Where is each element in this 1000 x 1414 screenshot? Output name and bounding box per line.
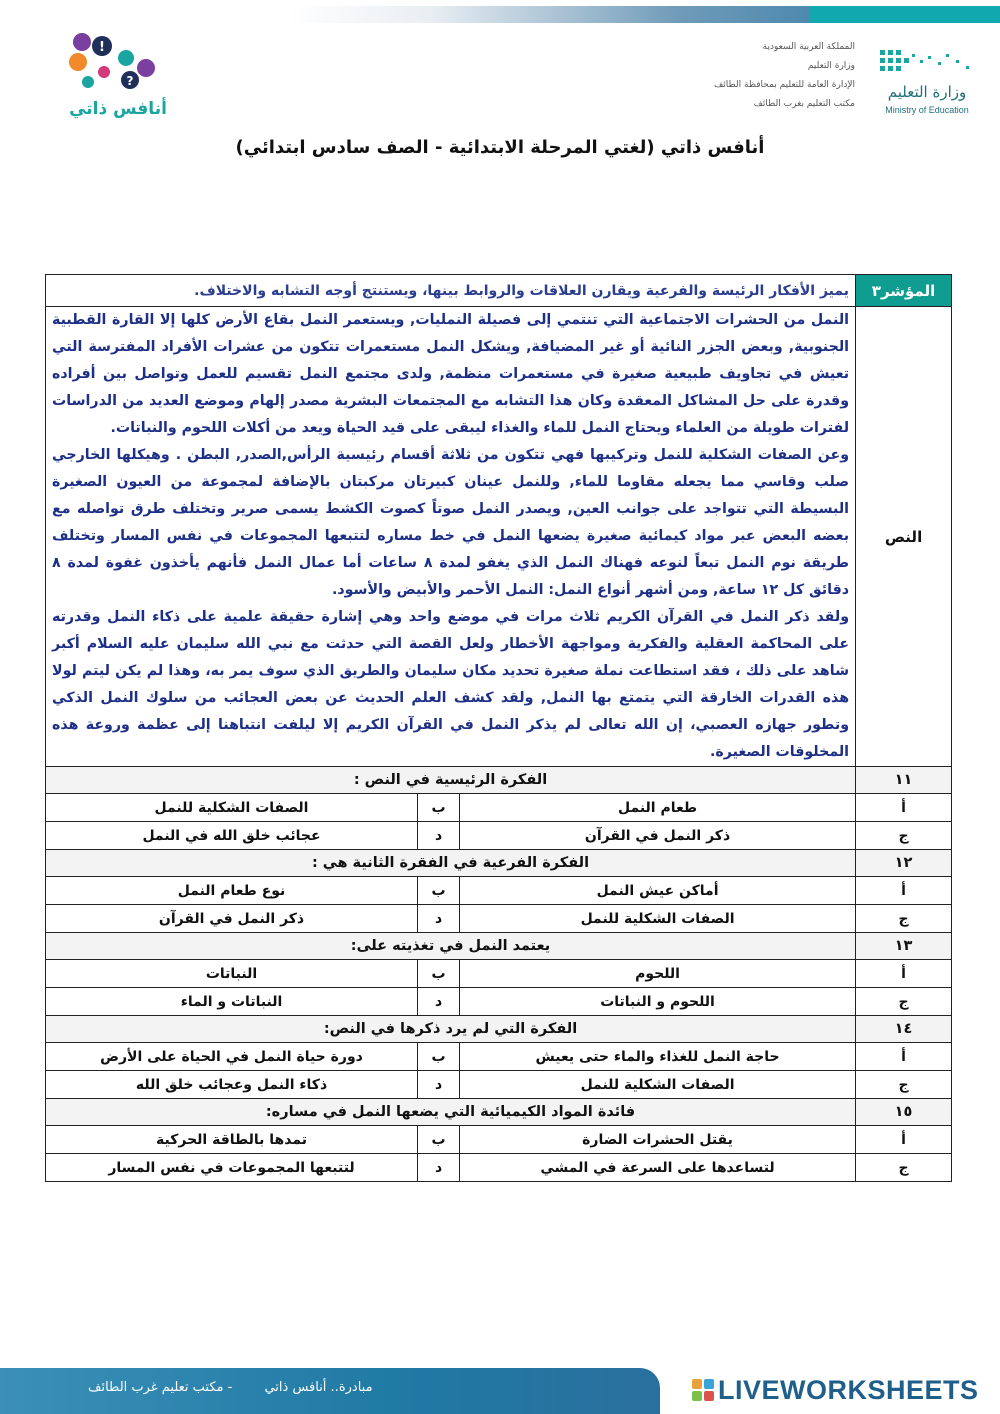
- ministry-line: المملكة العربية السعودية: [762, 42, 855, 52]
- anafes-logo: [60, 28, 170, 120]
- indicator-row: [46, 275, 952, 307]
- question-number: ١٤: [856, 1016, 952, 1043]
- option-row: [46, 877, 952, 905]
- ministry-logo-arabic: وزارة التعليم: [887, 83, 967, 101]
- option-key: أ: [856, 1043, 952, 1071]
- page-title: أنافس ذاتي (لغتي المرحلة الابتدائية - الصف سادس ابتدائي): [235, 137, 765, 158]
- question-row: [46, 933, 952, 960]
- ministry-logo: [872, 42, 982, 122]
- answer-option[interactable]: ذكاء النمل وعجائب خلق الله: [46, 1071, 418, 1099]
- answer-option[interactable]: نوع طعام النمل: [46, 877, 418, 905]
- indicator-text: يميز الأفكار الرئيسة والفرعية ويقارن العلاقات والروابط بينها، ويستنتج أوجه التشابه والاختلاف.: [46, 275, 856, 307]
- ministry-line: مكتب التعليم بغرب الطائف: [753, 99, 855, 109]
- answer-option[interactable]: الصفات الشكلية للنمل: [46, 794, 418, 822]
- question-text: فائدة المواد الكيميائية التي يضعها النمل في مساره:: [46, 1099, 856, 1126]
- question-row: [46, 850, 952, 877]
- option-key: أ: [856, 877, 952, 905]
- ministry-logo-mark-icon: [872, 42, 982, 122]
- answer-option[interactable]: يقتل الحشرات الضارة: [460, 1126, 856, 1154]
- option-key: ج: [856, 822, 952, 850]
- answer-option[interactable]: الصفات الشكلية للنمل: [460, 905, 856, 933]
- answer-option[interactable]: النباتات و الماء: [46, 988, 418, 1016]
- svg-text:!: !: [99, 40, 105, 55]
- question-row: [46, 1016, 952, 1043]
- answer-option[interactable]: النباتات: [46, 960, 418, 988]
- option-row: [46, 1043, 952, 1071]
- option-key: ب: [418, 960, 460, 988]
- top-decorative-bar: [288, 6, 1000, 23]
- question-number: ١١: [856, 767, 952, 794]
- answer-option[interactable]: حاجة النمل للغذاء والماء حتى يعيش: [460, 1043, 856, 1071]
- question-number: ١٥: [856, 1099, 952, 1126]
- indicator-label: المؤشر٣: [856, 275, 952, 307]
- question-text: الفكرة الفرعية في الفقرة الثانية هي :: [46, 850, 856, 877]
- option-key: د: [418, 905, 460, 933]
- answer-option[interactable]: أماكن عيش النمل: [460, 877, 856, 905]
- option-key: ج: [856, 905, 952, 933]
- option-key: أ: [856, 794, 952, 822]
- option-key: د: [418, 822, 460, 850]
- anafes-puzzle-icon: [60, 28, 170, 120]
- answer-option[interactable]: تمدها بالطاقة الحركية: [46, 1126, 418, 1154]
- option-row: [46, 988, 952, 1016]
- question-text: يعتمد النمل في تغذيته على:: [46, 933, 856, 960]
- question-row: [46, 767, 952, 794]
- footer-initiative: مبادرة.. أنافس ذاتي: [264, 1380, 373, 1395]
- answer-option[interactable]: اللحوم: [460, 960, 856, 988]
- answer-option[interactable]: لتساعدها على السرعة في المشي: [460, 1154, 856, 1182]
- option-key: أ: [856, 960, 952, 988]
- liveworksheets-brand[interactable]: [692, 1374, 979, 1406]
- ministry-line: وزارة التعليم: [807, 61, 855, 71]
- question-row: [46, 1099, 952, 1126]
- passage-text: [46, 307, 856, 767]
- answer-option[interactable]: ذكر النمل في القرآن: [46, 905, 418, 933]
- question-text: الفكرة الرئيسية في النص :: [46, 767, 856, 794]
- option-row: [46, 960, 952, 988]
- footer-office: - مكتب تعليم غرب الطائف: [88, 1380, 233, 1395]
- option-key: ب: [418, 877, 460, 905]
- passage-paragraph: النمل من الحشرات الاجتماعية التي تنتمي إلى فصيلة النمليات, ويستعمر النمل بقاع الأرض كلها إلا القارة القطبية الجنوبية, وبعض الجزر النائية أو غير المضيافة, ويشكل النمل مستعمرات تتكون من عشرات الأفراد المفترسة التي تعيش في تجاويف طبيعية صغيرة في مستعمرات منظمة, ولدى مجتمع النمل تقسيم للعمل وتواصل بين أفراده وقدرة على حل المشاكل المعقدة وكان هذا التشابه مع المجتمعات البشرية مصدر إلهام وموضع العديد من الدراسات لفترات طويلة من العلماء ويحتاج النمل للماء والغذاء ليبقى على قيد الحياة ويعد من أكلات اللحوم والنباتات.: [52, 312, 850, 436]
- passage-paragraph: ولقد ذكر النمل في القرآن الكريم ثلاث مرات في موضع واحد وهي إشارة حقيقة علمية على ذكاء النمل وقدرته على المحاكمة العقلية والفكرية ومواجهة الأخطار ولعل القصة التي حدثت مع نبي الله سليمان عليه السلام أكبر شاهد على ذلك ، فقد استطاعت نملة صغيرة تحديد مكان سليمان والطريق الذي سوف يمر به، وهذا لم يكن ليتم لولا هذه القدرات الخارقة التي يتمتع بها النمل, ولقد كشف العلم الحديث عن بعض العجائب من سلوك النمل الذكي وتطور جهازه العصبي، إن الله تعالى لم يذكر النمل في القرآن الكريم إلا ليلفت انتباهنا إلى عظمة وروعة هذه المخلوقات الصغيرة.: [52, 609, 850, 760]
- answer-option[interactable]: ذكر النمل في القرآن: [460, 822, 856, 850]
- liveworksheets-wordmark: LIVEWORKSHEETS: [718, 1374, 979, 1405]
- option-key: د: [418, 1154, 460, 1182]
- option-key: ج: [856, 1154, 952, 1182]
- answer-option[interactable]: عجائب خلق الله في النمل: [46, 822, 418, 850]
- passage-row: [46, 307, 952, 767]
- answer-option[interactable]: طعام النمل: [460, 794, 856, 822]
- answer-option[interactable]: دورة حياة النمل في الحياة على الأرض: [46, 1043, 418, 1071]
- option-row: [46, 1071, 952, 1099]
- option-key: د: [418, 988, 460, 1016]
- ministry-line: الإدارة العامة للتعليم بمحافظة الطائف: [713, 80, 855, 90]
- option-row: [46, 905, 952, 933]
- option-key: أ: [856, 1126, 952, 1154]
- option-row: [46, 1126, 952, 1154]
- answer-option[interactable]: الصفات الشكلية للنمل: [460, 1071, 856, 1099]
- option-row: [46, 794, 952, 822]
- worksheet-table: [45, 274, 952, 1182]
- passage-paragraph: وعن الصفات الشكلية للنمل وتركيبها فهي تتكون من ثلاثة أقسام رئيسية الرأس,الصدر, البطن . وهيكلها الخارجي صلب وقاسي مما يجعله مقاوما للماء, وللنمل عينان كبيرتان مركبتان بالإضافة لمجموعة من العيون الصغيرة البسيطة التي تتواجد على جوانب العين, ويصدر النمل صوتاً كصوت الكشط يسمى صرير وتختلف طرق تواصله مع بعضه البعض عبر مواد كيمائية صغيرة يضعها النمل في خط مساره لتتبعها المجموعات في نفس المسار وتختلف طريقة نوم النمل تبعاً لنوعه فهناك النمل الذي يغفو لمدة ٨ ساعات أما عمال النمل فأنهم يأخذون غفوة لمدة ٨ دقائق كل ١٢ ساعة, ومن أشهر أنواع النمل: النمل الأحمر والأبيض والأسود.: [52, 447, 850, 598]
- option-key: د: [418, 1071, 460, 1099]
- answer-option[interactable]: لتتبعها المجموعات في نفس المسار: [46, 1154, 418, 1182]
- option-key: ب: [418, 1126, 460, 1154]
- question-number: ١٣: [856, 933, 952, 960]
- passage-label: النص: [856, 307, 952, 767]
- ministry-header-text: [690, 38, 855, 114]
- svg-text:?: ?: [126, 74, 134, 88]
- option-key: ج: [856, 1071, 952, 1099]
- option-key: ب: [418, 1043, 460, 1071]
- footer-text: [60, 1380, 373, 1395]
- ministry-logo-english: Ministry of Education: [885, 105, 969, 115]
- question-number: ١٢: [856, 850, 952, 877]
- option-key: ج: [856, 988, 952, 1016]
- option-row: [46, 822, 952, 850]
- question-text: الفكرة التي لم يرد ذكرها في النص:: [46, 1016, 856, 1043]
- option-row: [46, 1154, 952, 1182]
- option-key: ب: [418, 794, 460, 822]
- anafes-logo-text: أنافس ذاتي: [69, 99, 167, 119]
- liveworksheets-logo-icon: [692, 1379, 714, 1401]
- answer-option[interactable]: اللحوم و النباتات: [460, 988, 856, 1016]
